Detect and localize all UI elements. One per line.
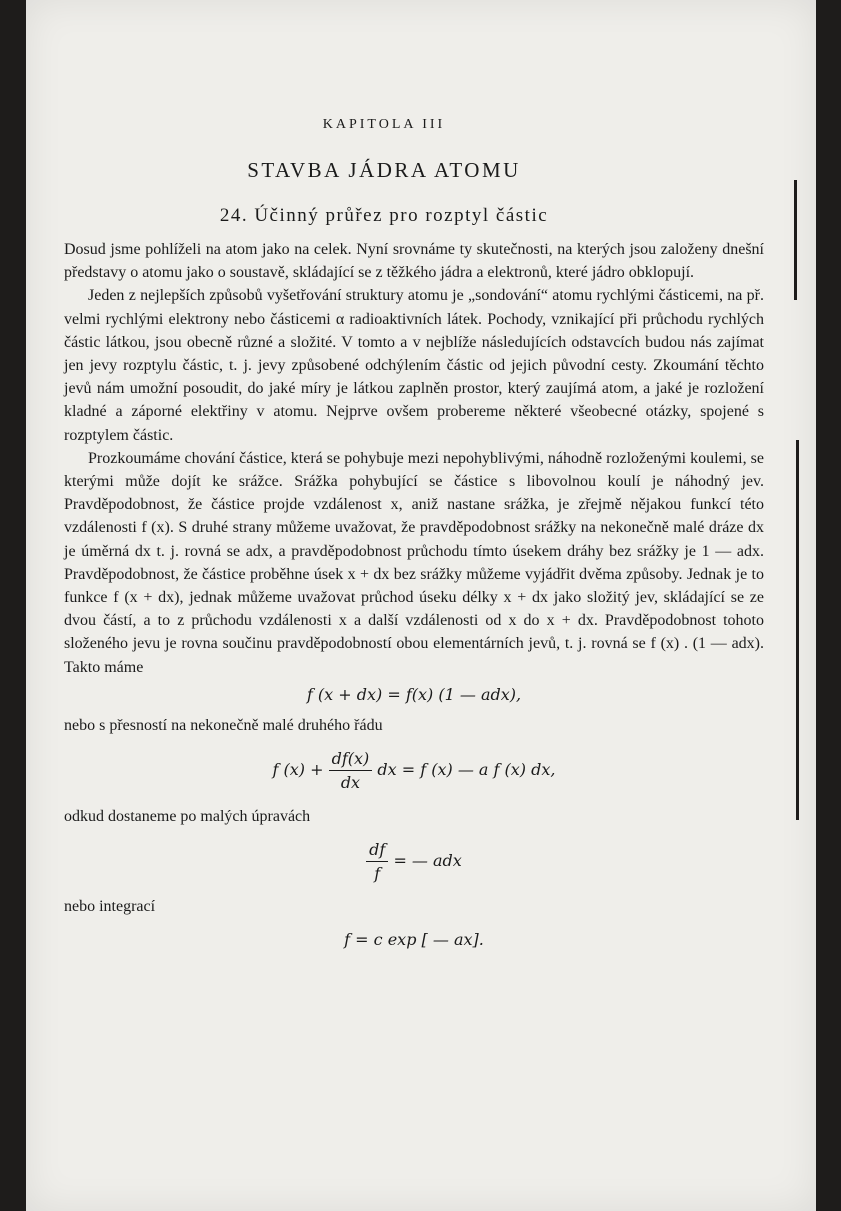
eq2-right: dx = f (x) — a f (x) dx, [377, 760, 556, 780]
eq2-denominator: dx [340, 773, 361, 793]
text-after-eq1: nebo s přesností na nekonečně malé druhého řádu [64, 717, 383, 735]
eq3-denominator: f [374, 864, 381, 884]
page-edge-mark [794, 180, 797, 300]
eq3-numerator: df [366, 838, 388, 862]
equation-2 [64, 747, 764, 794]
eq3-fraction [366, 838, 388, 885]
text-after-eq3: nebo integrací [64, 898, 156, 916]
body-text [64, 238, 764, 962]
eq2-left: f (x) + [272, 760, 324, 780]
paragraph-3: Prozkoumáme chování částice, která se pohybuje mezi nepohyblivými, náhodně rozloženými koulemi, se kterými může dojít ke srážce. Srážka pohybující se částice s libovolnou koulí je náhodný jev. Pravděpodobnost, že částice projde vzdálenost x, aniž nastane srážka, je zřejmě nějakou funkcí této vzdálenosti f (x). S druhé strany můžeme uvažovat, že pravděpodobnost srážky na nekonečně malé dráze dx je úměrná dx t. j. rovná se adx, a pravděpodobnost průchodu tímto úsekem dráhy bez srážky je 1 — adx. Pravděpodobnost, že částice proběhne úsek x + dx bez srážky můžeme vyjádřit dvěma způsoby. Jednak je to funkce f (x + dx), jednak můžeme uvažovat průchod úseku délky x + dx jako složitý jev, skládající se ze dvou částí, a to z průchodu vzdálenosti x a další vzdálenosti od x do x + dx. Pravděpodobnost tohoto složeného jevu je rovna součinu pravděpodobností obou elementárních jevů, t. j. rovná se f (x) . (1 — adx). Takto máme [64, 449, 764, 676]
page-content [64, 0, 764, 1211]
section-heading: 24. Účinný průřez pro rozptyl částic [219, 205, 549, 226]
equation-3 [64, 838, 764, 885]
eq2-fraction [329, 747, 373, 794]
page-edge-mark [796, 440, 799, 820]
paragraph-2: Jeden z nejlepších způsobů vyšetřování struktury atomu je „sondování“ atomu rychlými částicemi, na př. velmi rychlými elektrony nebo částicemi α radioaktivních látek. Pochody, vznikající při průchodu rychlých částic látkou, jsou obecně různé a složité. V tomto a v nejblíže následujících odstavcích budou nás zajímat jen jevy rozptylu částic, t. j. jevy způsobené odchýlením částic od jejich původní cesty. Zkoumání těchto jevů nám umožní posoudit, do jaké míry je látkou zaplněn prostor, který zaujímá atom, a jaké je rozložení kladné a záporné elektřiny v atomu. Nejprve ovšem probereme některé všeobecné otázky, spojené s rozptylem částic. [64, 287, 764, 444]
eq3-right: = — adx [393, 851, 462, 871]
equation-1: f (x + dx) = f(x) (1 — adx), [306, 684, 522, 704]
book-page [26, 0, 816, 1211]
text-after-eq2: odkud dostaneme po malých úpravách [64, 807, 311, 825]
chapter-title: STAVBA JÁDRA ATOMU [247, 158, 521, 182]
paragraph-1: Dosud jsme pohlíželi na atom jako na celek. Nyní srovnáme ty skutečnosti, na kterých jsou založeny dnešní představy o atomu jako o soustavě, skládající se z těžkého jádra a elektronů, které jádro obklopují. [64, 241, 764, 282]
chapter-heading: KAPITOLA III [322, 117, 446, 132]
eq2-numerator: df(x) [329, 747, 373, 771]
equation-4: f = c exp [ — ax]. [344, 930, 484, 950]
